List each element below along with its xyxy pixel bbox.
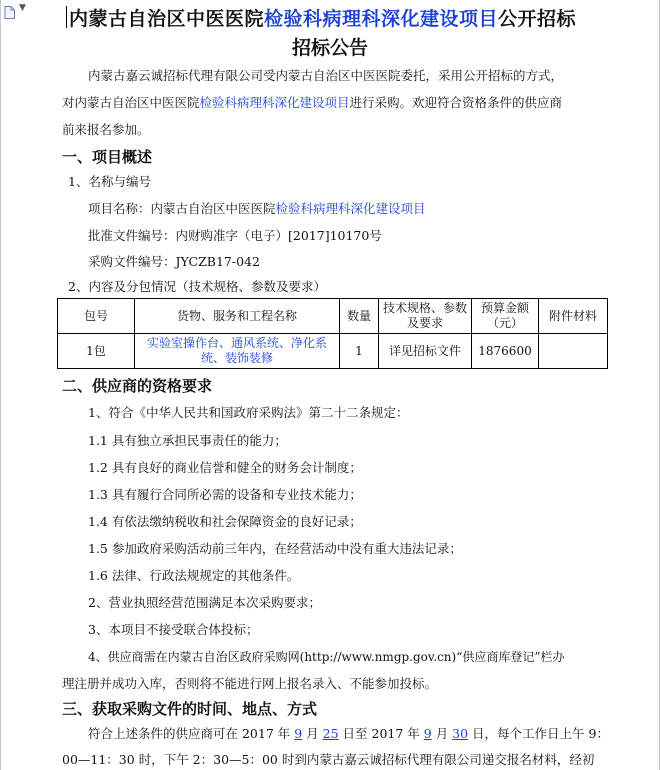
cell-package: 1包 xyxy=(58,334,135,369)
section-1-heading: 一、项目概述 xyxy=(62,148,153,166)
obtain-text-b: 月 xyxy=(302,726,323,741)
purchase-number: 采购文件编号：JYCZB17-042 xyxy=(88,254,260,269)
table-row xyxy=(58,334,608,369)
section-2-heading: 二、供应商的资格要求 xyxy=(62,377,213,395)
package-table xyxy=(57,298,608,369)
cell-spec: 详见招标文件 xyxy=(379,334,472,369)
intro-line-1: 内蒙古嘉云诚招标代理有限公司受内蒙古自治区中医医院委托，采用公开招标的方式， xyxy=(88,68,564,83)
requirement-1-6: 1.6 法律、行政法规规定的其他条件。 xyxy=(88,568,300,583)
requirement-1-1: 1.1 具有独立承担民事责任的能力； xyxy=(88,433,287,448)
project-name-line xyxy=(88,201,426,217)
intro-line-2-a: 对内蒙古自治区中医医院 xyxy=(62,95,200,110)
approval-number: 批准文件编号：内财购准字（电子）[2017]10170号 xyxy=(88,228,382,243)
col-header-attachment: 附件材料 xyxy=(539,299,608,334)
project-name-label: 项目名称：内蒙古自治区中医医院 xyxy=(88,201,276,216)
page-left-border xyxy=(0,0,1,770)
obtain-line-2: 00—11：30 时，下午 2：30—5：00 时到内蒙古嘉云诚招标代理有限公司递交报名材料，经初 xyxy=(62,752,595,767)
title-prefix: 内蒙古自治区中医医院 xyxy=(69,8,265,30)
sec1-item-2: 2、内容及分包情况（技术规格、参数及要求） xyxy=(68,279,326,294)
sec1-item-1: 1、名称与编号 xyxy=(68,174,151,189)
obtain-text-c: 日至 2017 年 xyxy=(338,726,424,741)
requirement-1-4: 1.4 有依法缴纳税收和社会保障资金的良好记录； xyxy=(88,514,362,529)
intro-project-name: 检验科病理科深化建设项目 xyxy=(199,95,350,110)
col-header-qty: 数量 xyxy=(340,299,379,334)
cell-attachment xyxy=(539,334,608,369)
cell-quantity: 1 xyxy=(340,334,379,369)
text-cursor xyxy=(66,6,67,28)
intro-line-2 xyxy=(62,95,562,111)
col-header-spec: 技术规格、参数及要求 xyxy=(379,299,472,334)
requirement-1-2: 1.2 具有良好的商业信誉和健全的财务会计制度； xyxy=(88,460,362,475)
start-day: 25 xyxy=(322,726,339,741)
requirement-4-line-2: 理注册并成功入库，否则将不能进行网上报名录入、不能参加投标。 xyxy=(62,676,438,691)
title-suffix: 公开招标 xyxy=(498,8,577,30)
requirement-3: 3、本项目不接受联合体投标； xyxy=(88,622,259,637)
chevron-down-icon[interactable]: ▼ xyxy=(19,3,26,13)
requirement-4-line-1: 4、供应商需在内蒙古自治区政府采购网(http://www.nmgp.gov.cn)“供应商库登记”栏办 xyxy=(88,650,565,664)
obtain-text-a: 符合上述条件的供应商可在 2017 年 xyxy=(88,726,295,741)
col-header-budget: 预算金额（元） xyxy=(472,299,539,334)
title-line-2: 招标公告 xyxy=(291,37,368,59)
cell-budget: 1876600 xyxy=(472,334,539,369)
goods-name-line-2: 统、装饰装修 xyxy=(200,351,273,365)
requirement-1-5: 1.5 参加政府采购活动前三年内，在经营活动中没有重大违法记录； xyxy=(88,541,462,556)
col-header-package: 包号 xyxy=(58,299,135,334)
obtain-text-d: 月 xyxy=(431,726,453,741)
end-day: 30 xyxy=(452,726,469,741)
obtain-text-e: 日，每个工作日上午 9： xyxy=(468,726,609,741)
title-project-name: 检验科病理科深化建设项目 xyxy=(264,8,499,30)
intro-line-2-c: 进行采购。欢迎符合资格条件的供应商 xyxy=(349,95,563,110)
requirement-2: 2、营业执照经营范围满足本次采购要求； xyxy=(88,595,321,610)
intro-line-3: 前来报名参加。 xyxy=(62,122,150,137)
start-month: 9 xyxy=(294,726,303,741)
table-header-row xyxy=(58,299,608,334)
col-header-name: 货物、服务和工程名称 xyxy=(135,299,340,334)
obtain-line-1 xyxy=(88,726,609,742)
cell-goods-name xyxy=(135,334,340,369)
project-name-value: 检验科病理科深化建设项目 xyxy=(275,201,426,216)
end-month: 9 xyxy=(423,726,432,741)
requirement-1: 1、符合《中华人民共和国政府采购法》第二十二条规定： xyxy=(88,405,409,420)
title-line-1 xyxy=(69,4,576,31)
section-3-heading: 三、获取采购文件的时间、地点、方式 xyxy=(62,700,318,718)
requirement-1-3: 1.3 具有履行合同所必需的设备和专业技术能力； xyxy=(88,487,362,502)
goods-name-line-1: 实验室操作台、通风系统、净化系 xyxy=(146,336,327,350)
document-icon[interactable] xyxy=(4,6,15,19)
